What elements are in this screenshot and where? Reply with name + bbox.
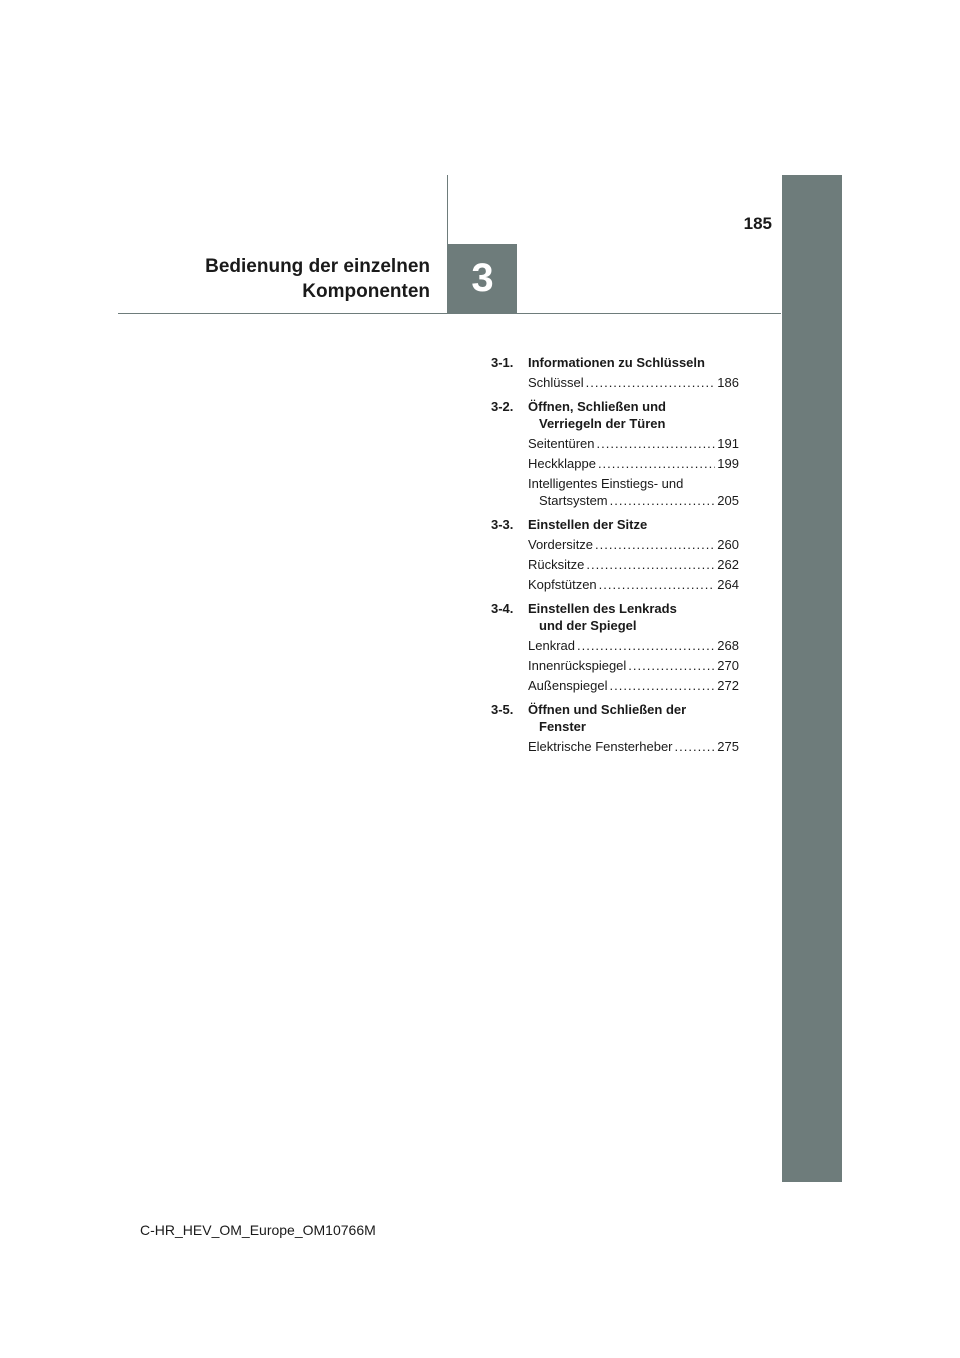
section-title — [528, 701, 739, 735]
section-title — [528, 354, 739, 371]
entry-page-number: 260 — [717, 537, 739, 552]
leader-dots — [598, 455, 715, 472]
entry-label: Außenspiegel — [528, 678, 608, 693]
section-title — [528, 516, 739, 533]
toc-entry[interactable] — [528, 637, 739, 654]
toc-section — [491, 516, 739, 593]
toc-section — [491, 354, 739, 391]
entry-page-number: 205 — [717, 493, 739, 508]
entry-row — [528, 374, 739, 391]
leader-dots — [586, 374, 716, 391]
section-title-line: Öffnen und Schließen der — [528, 702, 687, 717]
chapter-title — [150, 254, 430, 304]
entry-page-number: 262 — [717, 557, 739, 572]
chapter-title-line-1: Bedienung der einzelnen — [205, 256, 430, 277]
toc-entry[interactable] — [528, 738, 739, 755]
chapter-title-line-2: Komponenten — [302, 281, 430, 302]
toc-entry[interactable] — [528, 374, 739, 391]
leader-dots — [628, 657, 715, 674]
section-number: 3-2. — [491, 399, 514, 414]
section-number: 3-5. — [491, 702, 514, 717]
entry-row — [528, 677, 739, 694]
entry-page-number: 268 — [717, 638, 739, 653]
toc-entry[interactable] — [528, 576, 739, 593]
entry-page-number: 186 — [717, 375, 739, 390]
section-title — [528, 398, 739, 432]
leader-dots — [595, 536, 715, 553]
entry-label: Rücksitze — [528, 557, 585, 572]
section-title-line: Verriegeln der Türen — [539, 416, 666, 431]
chapter-number-box — [448, 244, 517, 313]
page-number: 185 — [743, 214, 772, 233]
section-title-line: Einstellen der Sitze — [528, 517, 648, 532]
leader-dots — [610, 677, 716, 694]
entry-row — [528, 738, 739, 755]
entry-row — [528, 556, 739, 573]
entry-row — [528, 536, 739, 553]
entry-page-number: 191 — [717, 436, 739, 451]
entry-label: Heckklappe — [528, 456, 596, 471]
section-title-line: Fenster — [539, 719, 586, 734]
entry-label: Innenrückspiegel — [528, 658, 627, 673]
toc-entry[interactable] — [528, 475, 739, 509]
section-title-line: und der Spiegel — [539, 618, 637, 633]
toc-section — [491, 398, 739, 509]
toc-section — [491, 600, 739, 694]
chapter-number: 3 — [471, 256, 494, 300]
entry-label: Kopfstützen — [528, 577, 597, 592]
toc-entry[interactable] — [528, 657, 739, 674]
header-horizontal-rule — [118, 313, 781, 314]
entry-row — [528, 637, 739, 654]
section-number: 3-3. — [491, 517, 514, 532]
entry-row — [528, 492, 739, 509]
entry-page-number: 264 — [717, 577, 739, 592]
entry-label-line: Intelligentes Einstiegs- und — [528, 476, 684, 491]
entry-page-number: 270 — [717, 658, 739, 673]
entry-row — [528, 576, 739, 593]
toc-entry[interactable] — [528, 556, 739, 573]
entry-label: Elektrische Fensterheber — [528, 739, 673, 754]
section-number: 3-4. — [491, 601, 514, 616]
entry-label: Lenkrad — [528, 638, 575, 653]
entry-label: Schlüssel — [528, 375, 584, 390]
entry-row — [528, 435, 739, 452]
section-title-line: Informationen zu Schlüsseln — [528, 355, 705, 370]
entry-row — [528, 657, 739, 674]
entry-page-number: 275 — [717, 739, 739, 754]
leader-dots — [586, 556, 715, 573]
entry-label: Startsystem — [539, 493, 608, 508]
table-of-contents — [491, 354, 739, 755]
chapter-side-tab — [782, 175, 842, 1182]
toc-section — [491, 701, 739, 755]
toc-entry[interactable] — [528, 677, 739, 694]
leader-dots — [577, 637, 715, 654]
entry-row — [528, 455, 739, 472]
toc-entry[interactable] — [528, 536, 739, 553]
section-title — [528, 600, 739, 634]
entry-page-number: 199 — [717, 456, 739, 471]
section-number: 3-1. — [491, 355, 514, 370]
toc-entry[interactable] — [528, 455, 739, 472]
entry-label: Vordersitze — [528, 537, 594, 552]
leader-dots — [675, 738, 716, 755]
leader-dots — [599, 576, 716, 593]
entry-page-number: 272 — [717, 678, 739, 693]
section-title-line: Öffnen, Schließen und — [528, 399, 666, 414]
leader-dots — [610, 492, 716, 509]
toc-entry[interactable] — [528, 435, 739, 452]
leader-dots — [597, 435, 716, 452]
document-footer: C-HR_HEV_OM_Europe_OM10766M — [140, 1222, 376, 1238]
entry-label: Seitentüren — [528, 436, 595, 451]
section-title-line: Einstellen des Lenkrads — [528, 601, 677, 616]
